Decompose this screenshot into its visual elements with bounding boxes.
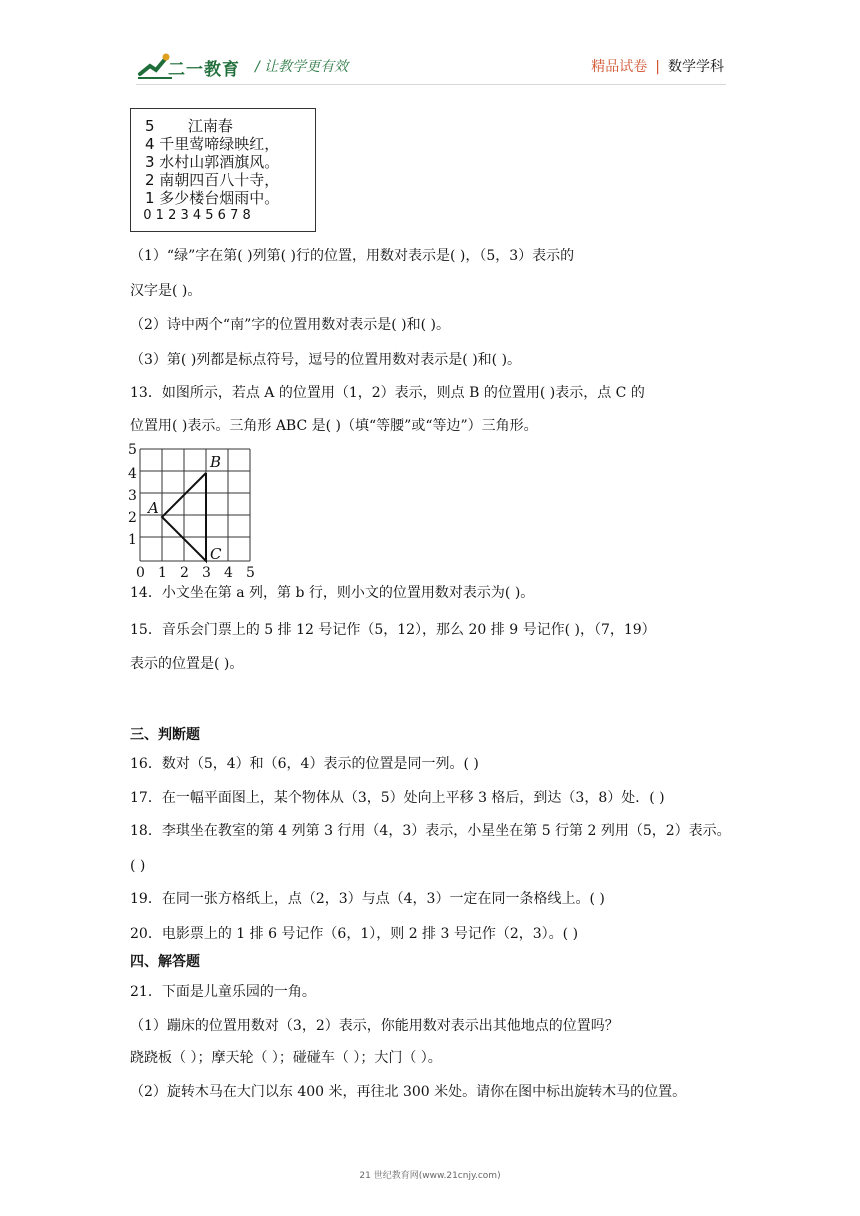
poem-row: 1 多少楼台烟雨中。: [145, 189, 280, 207]
section-answer-title: 四、解答题: [130, 954, 200, 970]
q17: 17．在一幅平面图上，某个物体从（3，5）处向上平移 3 格后，到达（3，8）处．( ): [130, 790, 665, 806]
q15-line2: 表示的位置是( )。: [130, 656, 244, 672]
footer-text: 21 世纪教育网(www.21cnjy.com): [359, 1171, 501, 1181]
x-tick-label: 3: [202, 565, 211, 580]
header-separator: |: [655, 59, 660, 75]
q12-part2: （2）诗中两个“南”字的位置用数对表示是( )和( )。: [130, 317, 450, 333]
q13-line2: 位置用( )表示。三角形 ABC 是( )（填“等腰”或“等边”）三角形。: [130, 418, 538, 434]
q12-part1-line2: 汉字是( )。: [130, 283, 202, 299]
poem-row: 0 1 2 3 4 5 6 7 8: [135, 208, 251, 223]
poem-row: 3 水村山郭酒旗风。: [145, 153, 280, 171]
q13-line1: 13．如图所示，若点 A 的位置用（1，2）表示，则点 B 的位置用( )表示，点 C 的: [130, 385, 645, 401]
y-tick-label: 3: [128, 488, 137, 504]
header-divider: [136, 84, 726, 85]
coordinate-grid-figure: [126, 440, 266, 580]
poem-row: 2 南朝四百八十寺，: [145, 171, 280, 189]
x-tick-label: 0: [136, 565, 145, 580]
logo-text: 二一教育: [168, 60, 240, 80]
q15-line1: 15．音乐会门票上的 5 排 12 号记作（5，12），那么 20 排 9 号记作( )，（7，19）: [130, 622, 656, 638]
y-tick-label: 2: [128, 510, 137, 526]
header-label-a: 精品试卷: [591, 59, 648, 75]
q21: 21．下面是儿童乐园的一角。: [130, 984, 316, 1000]
q21-part1: （1）蹦床的位置用数对（3，2）表示，你能用数对表示出其他地点的位置吗？: [130, 1018, 619, 1034]
slogan: / 让教学更有效: [255, 59, 349, 75]
q18-line1: 18．李琪坐在教室的第 4 列第 3 行用（4，3）表示，小星坐在第 5 行第 2 列用（5，2）表示。: [130, 823, 731, 839]
point-label-c: C: [210, 545, 222, 563]
poem-row: 4 千里莺啼绿映红，: [145, 135, 280, 153]
point-label-a: A: [148, 499, 159, 517]
x-tick-label: 1: [158, 565, 167, 580]
q12-part3: （3）第( )列都是标点符号，逗号的位置用数对表示是( )和( )。: [130, 352, 522, 368]
q18-line2: ( ): [130, 858, 146, 874]
section-judgement-title: 三、判断题: [130, 727, 200, 743]
q21-part1-answers: 跷跷板（ ）；摩天轮（ ）；碰碰车（ ）；大门（ ）。: [130, 1050, 442, 1066]
poem-row: 5 江南春: [145, 117, 233, 135]
x-tick-label: 5: [246, 565, 255, 580]
poem-grid-box: [130, 108, 316, 232]
header-label-b: 数学学科: [668, 59, 724, 75]
y-tick-label: 4: [128, 466, 137, 482]
y-tick-label: 1: [128, 532, 137, 548]
q12-part1-line1: （1）“绿”字在第( )列第( )行的位置，用数对表示是( )，（5，3）表示的: [130, 248, 575, 264]
y-tick-label: 5: [128, 442, 137, 458]
point-label-b: B: [210, 453, 222, 471]
q14: 14．小文坐在第 a 列，第 b 行，则小文的位置用数对表示为( )。: [130, 585, 535, 601]
x-tick-label: 2: [180, 565, 189, 580]
q21-part2: （2）旋转木马在大门以东 400 米，再往北 300 米处。请你在图中标出旋转木马的位置。: [130, 1084, 687, 1100]
x-tick-label: 4: [224, 565, 233, 580]
header-right: [591, 56, 724, 76]
q19: 19．在同一张方格纸上，点（2，3）与点（4，3）一定在同一条格线上。( ): [130, 891, 605, 907]
q20: 20．电影票上的 1 排 6 号记作（6，1），则 2 排 3 号记作（2，3）。( ): [130, 926, 579, 942]
q16: 16．数对（5，4）和（6，4）表示的位置是同一列。( ): [130, 756, 479, 772]
